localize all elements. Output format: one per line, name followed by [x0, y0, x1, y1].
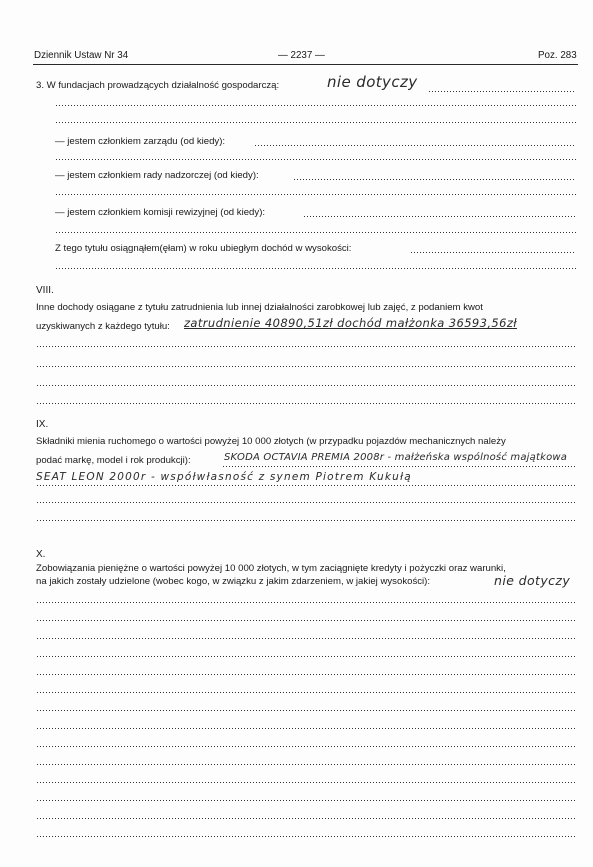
dotted-line — [36, 692, 576, 693]
dotted-line — [36, 800, 576, 801]
dotted-line — [36, 520, 576, 521]
dotted-line — [36, 728, 576, 729]
dotted-line — [36, 346, 576, 347]
section-ix-heading: IX. — [36, 419, 49, 430]
dotted-line — [36, 403, 576, 404]
board-member-label: — jestem członkiem zarządu (od kiedy): — [55, 136, 226, 147]
dotted-line — [36, 710, 576, 711]
dotted-line — [428, 91, 576, 92]
section-viii-heading: VIII. — [36, 285, 54, 296]
income-label: Z tego tytułu osiągnąłem(ęłam) w roku ubiegłym dochód w wysokości: — [55, 243, 352, 254]
page-number: — 2237 — — [278, 50, 325, 61]
journal-name: Dziennik Ustaw Nr 34 — [34, 50, 129, 61]
movable-property-answer: SKODA OCTAVIA PREMIA 2008r - małżeńska wspólność majątkowa — [224, 452, 568, 463]
dotted-line — [36, 674, 576, 675]
foundation-answer: nie dotyczy — [327, 73, 418, 91]
dotted-line — [36, 818, 576, 819]
dotted-line — [55, 105, 576, 106]
section-ix-text: podać markę, model i rok produkcji): — [36, 455, 191, 466]
dotted-line — [36, 366, 576, 367]
section-x-heading: X. — [36, 549, 46, 560]
liabilities-answer: nie dotyczy — [494, 573, 571, 588]
section-viii-text: Inne dochody osiągane z tytułu zatrudnienia lub innej działalności zarobkowej lub zajęć, z podaniem kwot — [36, 302, 483, 313]
other-income-answer: zatrudnienie 40890,51zł dochód małżonka 36593,56zł — [184, 316, 517, 330]
dotted-line — [36, 385, 576, 386]
section-ix-text: Składniki mienia ruchomego o wartości powyżej 10 000 złotych (w przypadku pojazdów mechanicznych należy — [36, 436, 506, 447]
dotted-line — [36, 764, 576, 765]
dotted-line — [36, 836, 576, 837]
dotted-line — [55, 268, 576, 269]
supervisory-board-label: — jestem członkiem rady nadzorczej (od kiedy): — [55, 170, 259, 181]
dotted-line — [55, 122, 576, 123]
dotted-line — [254, 145, 576, 146]
dotted-line — [55, 232, 576, 233]
dotted-line — [36, 485, 576, 486]
dotted-line — [293, 179, 576, 180]
dotted-line — [36, 620, 576, 621]
dotted-line — [55, 159, 576, 160]
dotted-line — [36, 602, 576, 603]
position-number: Poz. 283 — [538, 50, 577, 61]
dotted-line — [36, 746, 576, 747]
section-x-text: Zobowiązania pieniężne o wartości powyżej 10 000 złotych, w tym zaciągnięte kredyty i pożyczki oraz warunki, — [36, 563, 506, 574]
section-x-text: na jakich zostały udzielone (wobec kogo, w związku z jakim zdarzeniem, w jakiej wysokości): — [36, 576, 431, 587]
audit-committee-label: — jestem członkiem komisji rewizyjnej (od kiedy): — [55, 207, 266, 218]
section-viii-text: uzyskiwanych z każdego tytułu: — [36, 321, 170, 332]
dotted-line — [36, 656, 576, 657]
movable-property-answer: SEAT LEON 2000r - współwłasność z synem Piotrem Kukułą — [36, 471, 412, 483]
dotted-line — [36, 502, 576, 503]
dotted-line — [36, 638, 576, 639]
dotted-line — [55, 194, 576, 195]
dotted-line — [410, 252, 576, 253]
header-rule — [33, 64, 578, 65]
dotted-line — [36, 782, 576, 783]
dotted-line — [303, 216, 576, 217]
foundation-question: 3. W fundacjach prowadzących działalność gospodarczą: — [36, 80, 280, 91]
dotted-line — [222, 466, 576, 467]
